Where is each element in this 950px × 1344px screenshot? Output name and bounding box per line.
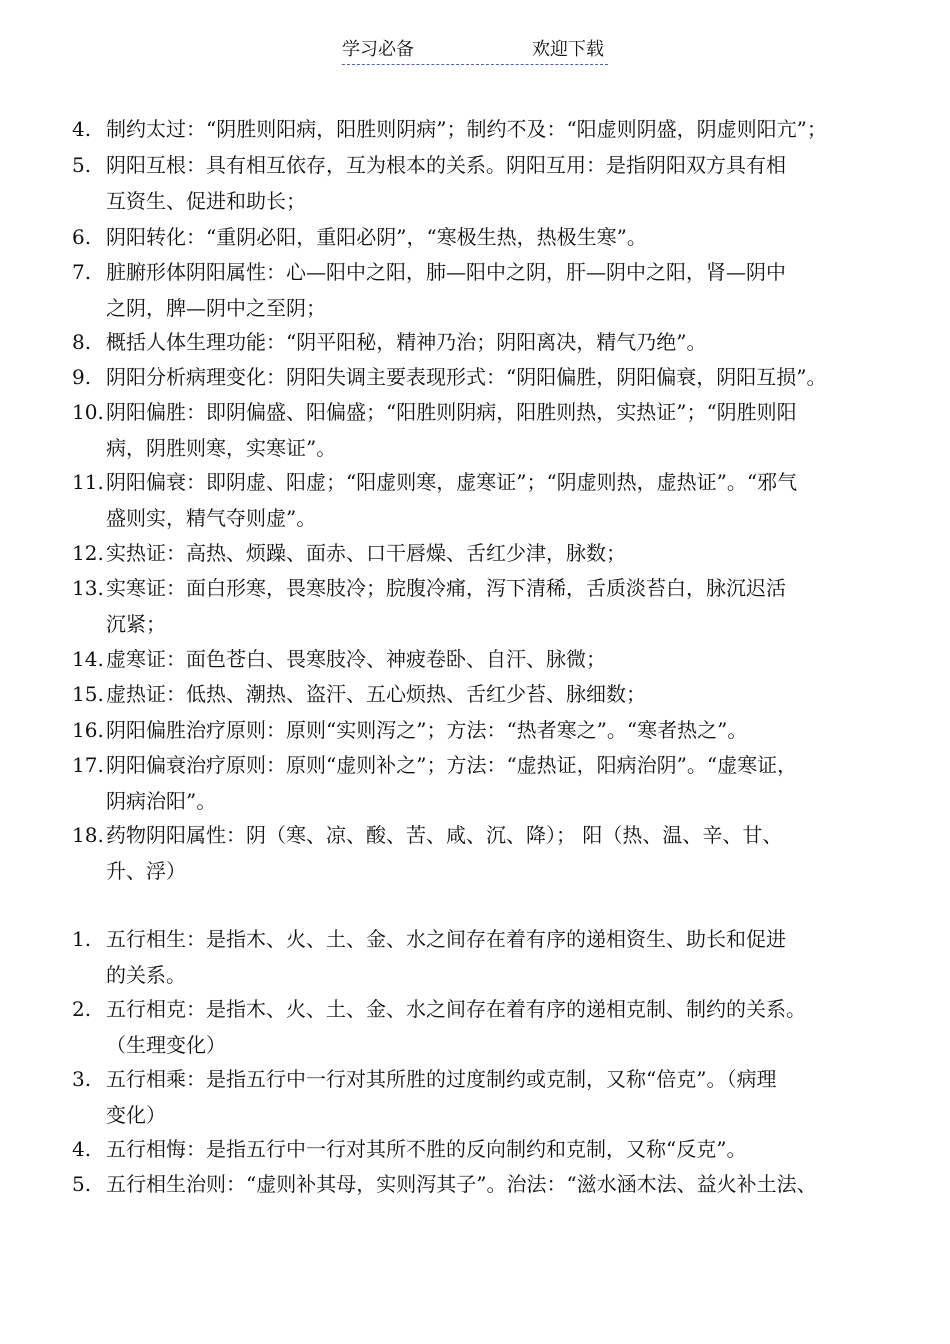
item-text: 阴病治阳”。	[106, 788, 217, 813]
list-item	[72, 992, 880, 1063]
item-number: 9.	[72, 365, 92, 389]
item-text: 阴阳转化：“重阴必阳，重阳必阴”，“寒极生热，热极生寒”。	[106, 225, 647, 249]
list-item	[72, 677, 880, 713]
list-item	[72, 1132, 880, 1168]
item-number: 12.	[72, 541, 104, 565]
list-item	[72, 395, 880, 466]
item-number: 14.	[72, 647, 104, 671]
item-text: 的关系。	[106, 962, 186, 987]
item-number: 8.	[72, 330, 92, 354]
item-text: 制约太过：“阴胜则阳病，阳胜则阴病”；制约不及：“阳虚则阴盛，阴虚则阳亢”；	[106, 117, 827, 141]
item-text: 实热证：高热、烦躁、面赤、口干唇燥、舌红少津，脉数；	[106, 541, 626, 565]
item-text: 五行相悔：是指五行中一行对其所不胜的反向制约和克制，又称“反克”。	[106, 1137, 747, 1161]
item-text: 病，阴胜则寒，实寒证”。	[106, 435, 337, 460]
list-item	[72, 748, 880, 819]
page-header	[342, 38, 608, 65]
list-item	[72, 713, 880, 749]
item-text: 阴阳偏衰：即阴虚、阳虚；“阳虚则寒，虚寒证”；“阴虚则热，虚热证”。“邪气	[106, 470, 798, 494]
list-item	[72, 922, 880, 993]
list-item	[72, 571, 880, 642]
item-text: 升、浮）	[106, 858, 186, 883]
item-text: 盛则实，精气夺则虚”。	[106, 505, 317, 530]
item-number: 5.	[72, 1172, 92, 1196]
item-text: 虚热证：低热、潮热、盗汗、五心烦热、舌红少苔、脉细数；	[106, 682, 646, 706]
item-text: 五行相生：是指木、火、土、金、水之间存在着有序的递相资生、助长和促进	[106, 927, 786, 951]
item-number: 6.	[72, 225, 92, 249]
item-text: 概括人体生理功能：“阴平阳秘，精神乃治；阴阳离决，精气乃绝”。	[106, 330, 707, 354]
list-item	[72, 1167, 880, 1203]
list-item	[72, 325, 880, 361]
item-number: 10.	[72, 400, 104, 424]
item-text: 药物阴阳属性：阴（寒、凉、酸、苦、咸、沉、降）； 阳（热、温、辛、甘、	[106, 823, 783, 847]
item-number: 4.	[72, 117, 92, 141]
item-number: 17.	[72, 753, 104, 777]
item-text: 五行相乘：是指五行中一行对其所胜的过度制约或克制，又称“倍克”。（病理	[106, 1067, 777, 1091]
item-number: 1.	[72, 927, 92, 951]
item-text: 互资生、促进和助长；	[106, 188, 306, 213]
item-text: 阴阳偏衰治疗原则：原则“虚则补之”；方法：“虚热证，阳病治阴”。“虚寒证，	[106, 753, 798, 777]
item-text: 阴阳偏胜：即阴偏盛、阳偏盛；“阳胜则阴病，阳胜则热，实热证”；“阴胜则阳	[106, 400, 797, 424]
item-text: 阴阳偏胜治疗原则：原则“实则泻之”；方法：“热者寒之”。“寒者热之”。	[106, 718, 748, 742]
item-text: （生理变化）	[106, 1032, 226, 1057]
item-number: 15.	[72, 682, 104, 706]
item-number: 7.	[72, 260, 92, 284]
list-item	[72, 536, 880, 572]
list-item	[72, 642, 880, 678]
list-item	[72, 465, 880, 536]
item-number: 3.	[72, 1067, 92, 1091]
item-text: 阴阳互根：具有相互依存，互为根本的关系。阴阳互用：是指阴阳双方具有相	[106, 153, 786, 177]
list-item	[72, 112, 880, 148]
list-item	[72, 255, 880, 326]
item-number: 13.	[72, 576, 104, 600]
item-text: 之阴，脾—阴中之至阴；	[106, 295, 326, 320]
item-text: 阴阳分析病理变化：阴阳失调主要表现形式：“阴阳偏胜，阴阳偏衰，阴阳互损”。	[106, 365, 827, 389]
item-number: 16.	[72, 718, 104, 742]
list-item	[72, 220, 880, 256]
item-text: 五行相生治则：“虚则补其母，实则泻其子”。治法：“滋水涵木法、益火补土法、	[106, 1172, 817, 1196]
item-number: 18.	[72, 823, 104, 847]
item-text: 变化）	[106, 1102, 166, 1127]
header-right-text: 欢迎下载	[532, 39, 604, 60]
header-left-text: 学习必备	[342, 39, 414, 60]
item-number: 2.	[72, 997, 92, 1021]
item-number: 11.	[72, 470, 104, 494]
item-text: 实寒证：面白形寒，畏寒肢冷；脘腹冷痛，泻下清稀，舌质淡苔白，脉沉迟活	[106, 576, 786, 600]
item-number: 5.	[72, 153, 92, 177]
list-item	[72, 818, 880, 889]
item-text: 五行相克：是指木、火、土、金、水之间存在着有序的递相克制、制约的关系。	[106, 997, 806, 1021]
list-item	[72, 1062, 880, 1133]
list-item	[72, 360, 880, 396]
list-item	[72, 148, 880, 219]
item-text: 沉紧；	[106, 611, 166, 636]
item-number: 4.	[72, 1137, 92, 1161]
item-text: 脏腑形体阴阳属性：心—阳中之阳，肺—阳中之阴，肝—阴中之阳，肾—阴中	[106, 260, 786, 284]
item-text: 虚寒证：面色苍白、畏寒肢冷、神疲卷卧、自汗、脉微；	[106, 647, 606, 671]
